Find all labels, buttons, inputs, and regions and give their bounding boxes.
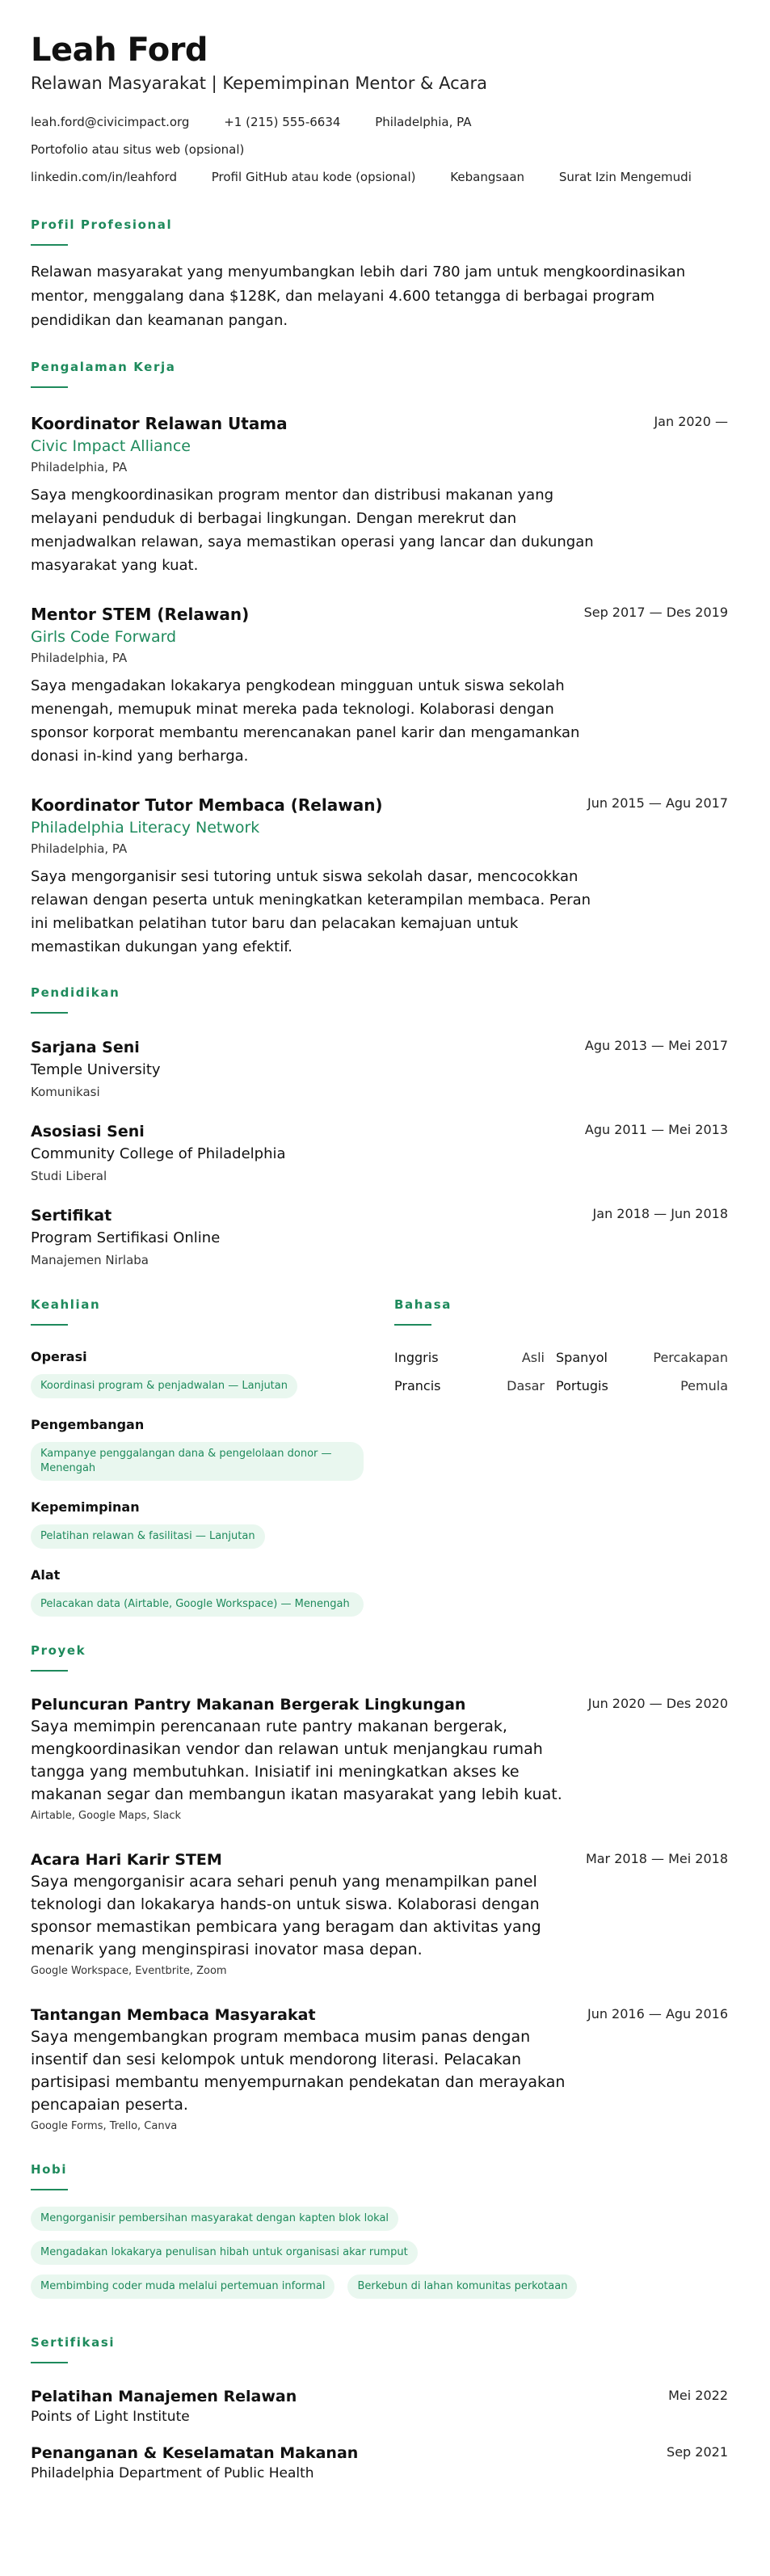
projects-section: [31, 1642, 728, 2135]
hobby-tag: Mengorganisir pembersihan masyarakat dengan kapten blok lokal: [31, 2207, 398, 2231]
section-title: Pengalaman Kerja: [31, 360, 176, 374]
job-location: Philadelphia, PA: [31, 841, 128, 856]
certification-item: [31, 2443, 728, 2483]
profile-section: [31, 217, 728, 333]
project-date: Mar 2018 — Mei 2018: [585, 1851, 728, 1866]
section-divider: [31, 386, 68, 388]
section-divider: [31, 1324, 68, 1326]
education-section: [31, 984, 728, 1271]
experience-item: [31, 794, 728, 959]
contact-nationality: Kebangsaan: [450, 170, 525, 184]
language-name: Prancis: [394, 1378, 441, 1393]
education-item: [31, 1036, 728, 1102]
job-title: Koordinator Relawan Utama: [31, 414, 288, 433]
certification-date: Mei 2022: [668, 2388, 728, 2403]
project-tools: Google Forms, Trello, Canva: [31, 2120, 178, 2132]
project-item: [31, 1849, 728, 1980]
hobby-tag: Membimbing coder muda melalui pertemuan informal: [31, 2275, 335, 2299]
project-date: Jun 2016 — Agu 2016: [587, 2006, 728, 2022]
skill-category: Alat: [31, 1567, 61, 1583]
education-item: [31, 1204, 728, 1271]
project-description: Saya mengembangkan program membaca musim panas dengan insentif dan sesi kelompok untuk mendorong literasi. Pelacakan partisipasi membantu menyempurnakan pendekatan dan merayakan pencapaian peserta.: [31, 2028, 566, 2114]
skill-group: [31, 1416, 394, 1481]
hobby-tag: Berkebun di lahan komunitas perkotaan: [347, 2275, 577, 2299]
skill-pill: Pelacakan data (Airtable, Google Workspace) — Menengah: [31, 1592, 364, 1617]
contact-phone[interactable]: +1 (215) 555-6634: [224, 115, 341, 129]
project-name: Acara Hari Karir STEM: [31, 1851, 222, 1869]
section-divider: [31, 244, 68, 246]
job-location: Philadelphia, PA: [31, 460, 128, 474]
languages-list: [394, 1350, 728, 1393]
job-date: Jan 2020 —: [654, 414, 728, 429]
section-divider: [31, 2362, 68, 2363]
candidate-headline: Relawan Masyarakat | Kepemimpinan Mentor & Acara: [31, 74, 488, 93]
certifications-section: [31, 2334, 728, 2483]
skill-category: Operasi: [31, 1349, 87, 1364]
contact-location: Philadelphia, PA: [375, 115, 472, 129]
contact-drivers-license: Surat Izin Mengemudi: [558, 170, 692, 184]
project-date: Jun 2020 — Des 2020: [587, 1696, 728, 1711]
skills-languages-row: [31, 1296, 728, 1617]
section-title: Profil Profesional: [31, 217, 173, 232]
school-name: Program Sertifikasi Online: [31, 1229, 221, 1246]
certification-date: Sep 2021: [667, 2444, 728, 2460]
skill-category: Pengembangan: [31, 1417, 145, 1432]
skills-section: [31, 1296, 394, 1617]
section-divider: [394, 1324, 431, 1326]
language-level: Asli: [521, 1350, 545, 1365]
skill-pill: Koordinasi program & penjadwalan — Lanjutan: [31, 1374, 297, 1398]
job-location: Philadelphia, PA: [31, 651, 128, 665]
section-title: Bahasa: [394, 1297, 452, 1312]
certification-issuer: Points of Light Institute: [31, 2409, 190, 2425]
hobby-list: [31, 2207, 728, 2308]
job-date: Jun 2015 — Agu 2017: [587, 795, 728, 811]
degree-title: Sarjana Seni: [31, 1039, 140, 1056]
candidate-name: Leah Ford: [31, 32, 208, 69]
field-of-study: Studi Liberal: [31, 1169, 107, 1183]
job-organization: Civic Impact Alliance: [31, 437, 191, 455]
language-level: Percakapan: [653, 1350, 728, 1365]
field-of-study: Komunikasi: [31, 1085, 100, 1099]
language-level: Dasar: [507, 1378, 545, 1393]
language-name: Portugis: [556, 1378, 608, 1393]
job-description: Saya mengorganisir sesi tutoring untuk siswa sekolah dasar, mencocokkan relawan dengan peserta untuk meningkatkan keterampilan membaca. Peran ini melibatkan pelatihan tutor baru dan pelacakan kemajuan untuk memastikan dukungan yang efektif.: [31, 868, 591, 955]
experience-item: [31, 603, 728, 768]
field-of-study: Manajemen Nirlaba: [31, 1253, 149, 1267]
hobby-tag: Mengadakan lokakarya penulisan hibah untuk organisasi akar rumput: [31, 2241, 418, 2265]
job-description: Saya mengkoordinasikan program mentor dan distribusi makanan yang melayani penduduk di berbagai lingkungan. Dengan merekrut dan menjadwalkan relawan, saya memastikan operasi yang lancar dan dukungan masyarakat yang kuat.: [31, 487, 594, 574]
section-divider: [31, 1670, 68, 1672]
skill-pill: Kampanye penggalangan dana & pengelolaan donor — Menengah: [31, 1442, 364, 1481]
language-level: Pemula: [680, 1378, 728, 1393]
certification-name: Penanganan & Keselamatan Makanan: [31, 2444, 359, 2462]
job-title: Koordinator Tutor Membaca (Relawan): [31, 795, 383, 815]
project-item: [31, 2005, 728, 2135]
project-item: [31, 1694, 728, 1825]
project-tools: Airtable, Google Maps, Slack: [31, 1810, 181, 1822]
school-name: Temple University: [31, 1061, 161, 1078]
section-title: Proyek: [31, 1643, 86, 1658]
degree-title: Sertifikat: [31, 1207, 112, 1225]
experience-item: [31, 412, 728, 577]
project-description: Saya mengorganisir acara sehari penuh yang menampilkan panel teknologi dan lokakarya hands-on untuk siswa. Kolaborasi dengan sponsor memastikan pembicara yang beragam dan aktivitas yang menarik yang menginspirasi inovator masa depan.: [31, 1873, 541, 1958]
skill-category: Kepemimpinan: [31, 1499, 140, 1515]
section-title: Hobi: [31, 2162, 68, 2177]
school-name: Community College of Philadelphia: [31, 1145, 286, 1162]
section-divider: [31, 1012, 68, 1014]
contact-row: [31, 108, 728, 163]
certification-issuer: Philadelphia Department of Public Health: [31, 2465, 314, 2481]
profile-summary: Relawan masyarakat yang menyumbangkan lebih dari 780 jam untuk mengkoordinasikan mentor, menggalang dana $128K, dan melayani 4.600 tetangga di berbagai program pendidikan dan keamanan pangan.: [31, 264, 686, 329]
language-name: Spanyol: [556, 1350, 608, 1365]
certification-item: [31, 2386, 728, 2426]
section-title: Keahlian: [31, 1297, 101, 1312]
project-description: Saya memimpin perencanaan rute pantry makanan bergerak, mengkoordinasikan vendor dan relawan untuk menjangkau rumah tangga yang membutuhkan. Inisiatif ini meningkatkan akses ke makanan segar dan membangun ikatan masyarakat yang lebih kuat.: [31, 1718, 562, 1803]
project-name: Tantangan Membaca Masyarakat: [31, 2006, 316, 2024]
section-divider: [31, 2189, 68, 2190]
education-date: Agu 2011 — Mei 2013: [584, 1122, 728, 1137]
project-tools: Google Workspace, Eventbrite, Zoom: [31, 1965, 227, 1977]
contact-row: [31, 163, 728, 191]
job-date: Sep 2017 — Des 2019: [583, 605, 728, 620]
project-name: Peluncuran Pantry Makanan Bergerak Lingkungan: [31, 1696, 466, 1714]
contact-linkedin[interactable]: linkedin.com/in/leahford: [31, 170, 177, 184]
skill-group: [31, 1566, 394, 1617]
section-title: Sertifikasi: [31, 2335, 116, 2350]
contact-github[interactable]: Profil GitHub atau kode (opsional): [211, 170, 416, 184]
job-description: Saya mengadakan lokakarya pengkodean mingguan untuk siswa sekolah menengah, memupuk minat mereka pada teknologi. Kolaborasi dengan sponsor korporat membantu merencanakan panel karir dan mengamankan donasi in-kind yang berharga.: [31, 677, 580, 765]
skill-pill: Pelatihan relawan & fasilitasi — Lanjutan: [31, 1524, 265, 1549]
job-organization: Philadelphia Literacy Network: [31, 819, 260, 837]
languages-section: [394, 1296, 728, 1617]
skill-group: [31, 1499, 394, 1549]
experience-section: [31, 359, 728, 959]
skill-group: [31, 1348, 394, 1398]
contact-email[interactable]: leah.ford@civicimpact.org: [31, 115, 190, 129]
job-organization: Girls Code Forward: [31, 628, 177, 646]
contact-portfolio[interactable]: Portofolio atau situs web (opsional): [31, 142, 245, 157]
education-date: Agu 2013 — Mei 2017: [584, 1038, 728, 1053]
hobbies-section: [31, 2161, 728, 2308]
contact-info: [31, 108, 728, 191]
education-date: Jan 2018 — Jun 2018: [592, 1206, 728, 1221]
job-title: Mentor STEM (Relawan): [31, 605, 250, 624]
degree-title: Asosiasi Seni: [31, 1123, 145, 1140]
language-name: Inggris: [394, 1350, 439, 1365]
certification-name: Pelatihan Manajemen Relawan: [31, 2388, 297, 2405]
section-title: Pendidikan: [31, 985, 120, 1000]
education-item: [31, 1120, 728, 1187]
